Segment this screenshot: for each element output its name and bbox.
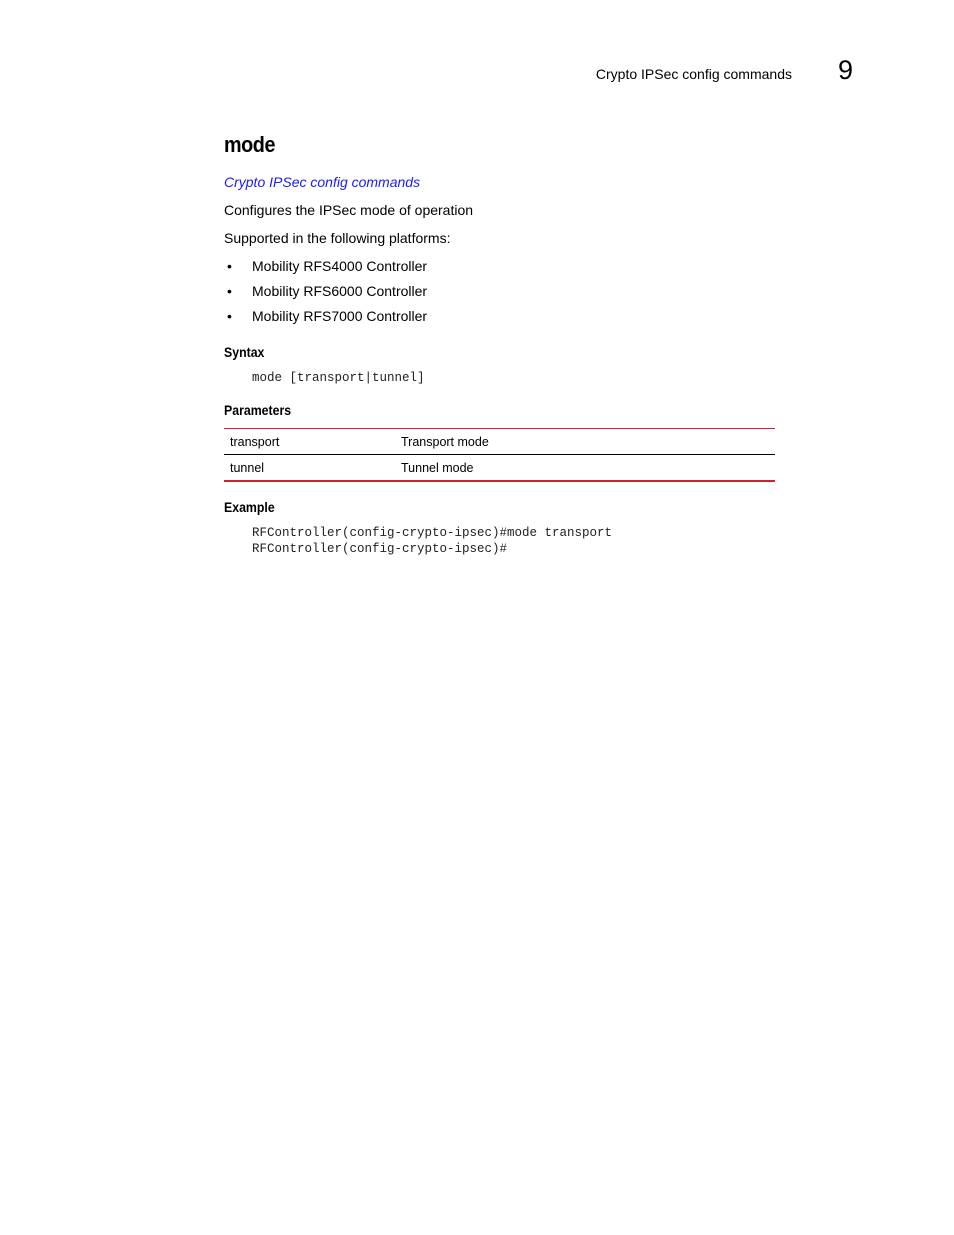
bullet-icon: • xyxy=(227,283,232,299)
table-row xyxy=(224,429,775,455)
parameters-table xyxy=(224,428,775,482)
platforms-intro: Supported in the following platforms: xyxy=(224,230,451,246)
list-item xyxy=(224,307,427,332)
bullet-icon: • xyxy=(227,258,232,274)
platforms-list xyxy=(224,257,427,332)
list-item xyxy=(224,257,427,282)
crypto-ipsec-commands-link[interactable]: Crypto IPSec config commands xyxy=(224,174,421,190)
syntax-code: mode [transport|tunnel] xyxy=(252,371,425,385)
page-title: mode xyxy=(224,132,276,157)
parameter-description: Tunnel mode xyxy=(395,455,775,482)
chapter-number: 9 xyxy=(838,55,854,85)
table-row xyxy=(224,455,775,482)
parameter-name: tunnel xyxy=(224,455,395,482)
example-code-line: RFController(config-crypto-ipsec)# xyxy=(252,542,508,556)
running-header-title: Crypto IPSec config commands xyxy=(595,66,792,82)
example-code-line: RFController(config-crypto-ipsec)#mode transport xyxy=(252,526,613,540)
example-heading: Example xyxy=(224,499,275,515)
parameter-name: transport xyxy=(224,429,395,455)
syntax-heading: Syntax xyxy=(224,344,265,360)
bullet-icon: • xyxy=(227,308,232,324)
parameter-description: Transport mode xyxy=(395,429,775,455)
platform-label: Mobility RFS6000 Controller xyxy=(252,283,428,299)
command-description: Configures the IPSec mode of operation xyxy=(224,202,474,218)
platform-label: Mobility RFS7000 Controller xyxy=(252,308,428,324)
list-item xyxy=(224,282,427,307)
parameters-heading: Parameters xyxy=(224,402,292,418)
platform-label: Mobility RFS4000 Controller xyxy=(252,258,428,274)
